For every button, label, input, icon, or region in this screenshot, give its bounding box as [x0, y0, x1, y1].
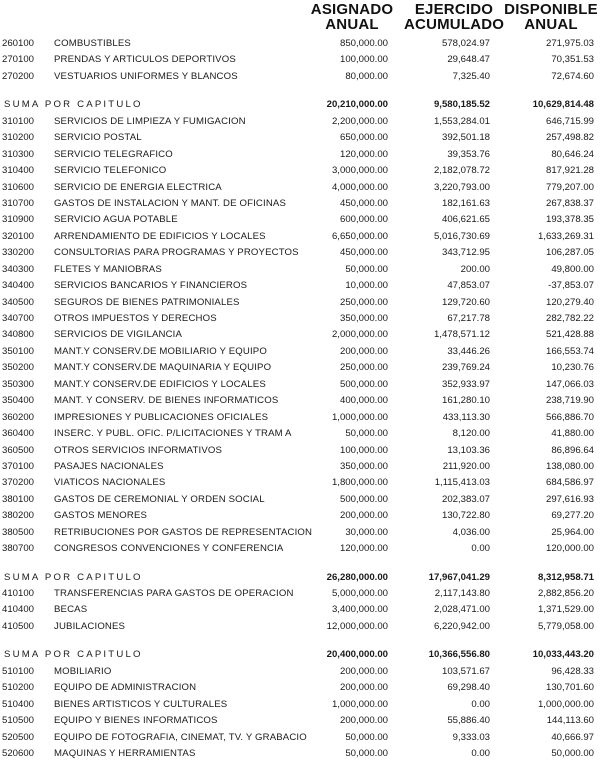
- account-description: MOBILIARIO: [54, 665, 112, 677]
- table-row: [0, 410, 600, 426]
- ejercido-value: 55,886.40: [447, 715, 490, 727]
- account-code: 340400: [2, 280, 35, 292]
- asignado-value: 6,650,000.00: [331, 230, 388, 242]
- account-description: SERVICIO POSTAL: [54, 132, 142, 144]
- asignado-value: 200,000.00: [339, 682, 388, 694]
- disponible-value: 130,701.60: [545, 682, 594, 694]
- account-description: SERVICIOS DE LIMPIEZA Y FUMIGACION: [54, 115, 246, 127]
- table-row: [0, 69, 600, 85]
- ejercido-value: 33,446.26: [447, 345, 490, 357]
- asignado-value: 200,000.00: [339, 665, 388, 677]
- account-code: 310600: [2, 181, 35, 193]
- table-row: [0, 680, 600, 696]
- ejercido-value: 0.00: [471, 698, 490, 710]
- disponible-value: 120,279.40: [545, 296, 594, 308]
- header-disponible-line1: DISPONIBLE: [504, 1, 598, 18]
- disponible-value: 96,428.33: [551, 665, 594, 677]
- ejercido-value: 129,720.60: [441, 296, 490, 308]
- account-code: 350300: [2, 378, 35, 390]
- asignado-value: 450,000.00: [339, 247, 388, 259]
- chapter-total-row: [0, 647, 600, 663]
- table-row: [0, 212, 600, 228]
- account-description: SERVICIO TELEFONICO: [54, 165, 167, 177]
- header-ejercido: [404, 2, 504, 32]
- ejercido-value: 3,220,793.00: [433, 181, 490, 193]
- ejercido-value: 578,024.97: [441, 38, 490, 49]
- account-code: 340300: [2, 263, 35, 275]
- account-code: 310400: [2, 165, 35, 177]
- account-description: GASTOS MENORES: [54, 510, 148, 522]
- asignado-value: 200,000.00: [339, 715, 388, 727]
- disponible-value: 69,277.20: [551, 510, 594, 522]
- disponible-value: 41,880.00: [551, 428, 594, 440]
- asignado-value: 450,000.00: [339, 197, 388, 209]
- account-description: MANT.Y CONSERV.DE MOBILIARIO Y EQUIPO: [54, 345, 267, 357]
- asignado-value: 400,000.00: [339, 395, 388, 407]
- account-code: 520500: [2, 731, 35, 743]
- account-code: 270200: [2, 70, 35, 82]
- disponible-value: 566,886.70: [545, 411, 594, 423]
- asignado-value: 4,000,000.00: [331, 181, 388, 193]
- account-description: OTROS SERVICIOS INFORMATIVOS: [54, 444, 223, 456]
- account-description: JUBILACIONES: [54, 620, 126, 632]
- table-row: [0, 746, 600, 762]
- disponible-value: 297,616.93: [545, 493, 594, 505]
- table-row: [0, 426, 600, 442]
- table-row: [0, 52, 600, 68]
- account-code: 310100: [2, 115, 35, 127]
- ejercido-value: 211,920.00: [442, 460, 490, 472]
- table-row: [0, 311, 600, 327]
- account-code: 410400: [2, 604, 35, 616]
- account-code: 340800: [2, 329, 35, 341]
- disponible-value: 147,066.03: [545, 378, 594, 390]
- table-row: [0, 180, 600, 196]
- ejercido-value: 182,161.63: [441, 197, 490, 209]
- account-description: CONGRESOS CONVENCIONES Y CONFERENCIA: [54, 543, 284, 555]
- ejercido-value: 9,333.03: [452, 731, 490, 743]
- header-asignado-line1: ASIGNADO: [310, 1, 394, 18]
- asignado-value: 1,000,000.00: [331, 411, 388, 423]
- account-code: 310900: [2, 214, 35, 226]
- account-description: MAQUINAS Y HERRAMIENTAS: [54, 747, 196, 759]
- account-code: 310700: [2, 197, 35, 209]
- account-code: 350100: [2, 345, 35, 357]
- table-row: [0, 730, 600, 746]
- asignado-value: 250,000.00: [339, 296, 388, 308]
- table-row: [0, 541, 600, 557]
- row-spacer: [0, 558, 600, 570]
- ejercido-value: 1,478,571.12: [433, 329, 490, 341]
- account-code: 350400: [2, 395, 35, 407]
- disponible-value: 80,646.24: [551, 148, 594, 160]
- asignado-value: 10,000.00: [345, 280, 388, 292]
- disponible-value: 238,719.90: [545, 395, 594, 407]
- header-asignado: [300, 2, 404, 32]
- asignado-value: 3,000,000.00: [331, 165, 388, 177]
- header-disponible-line2: ANUAL: [524, 16, 578, 33]
- account-code: 380700: [2, 543, 35, 555]
- account-description: SEGUROS DE BIENES PATRIMONIALES: [54, 296, 240, 308]
- ejercido-value: 130,722.80: [441, 510, 490, 522]
- ejercido-value: 4,036.00: [452, 526, 490, 538]
- account-description: CONSULTORIAS PARA PROGRAMAS Y PROYECTOS: [54, 247, 299, 259]
- disponible-value: 70,351.53: [551, 54, 594, 66]
- table-row: [0, 619, 600, 635]
- asignado-value: 350,000.00: [339, 313, 388, 324]
- header-ejercido-line1: EJERCIDO: [414, 1, 494, 18]
- ejercido-value: 103,571.67: [441, 665, 490, 677]
- asignado-value: 650,000.00: [339, 132, 388, 144]
- asignado-value: 26,280,000.00: [326, 571, 388, 583]
- asignado-value: 500,000.00: [339, 493, 388, 505]
- table-row: [0, 525, 600, 541]
- table-row: [0, 245, 600, 261]
- ejercido-value: 0.00: [471, 543, 490, 555]
- table-row: [0, 586, 600, 602]
- asignado-value: 50,000.00: [345, 731, 388, 743]
- asignado-value: 600,000.00: [339, 214, 388, 226]
- table-row: [0, 196, 600, 212]
- disponible-value: 8,312,958.71: [537, 571, 594, 583]
- row-spacer: [0, 85, 600, 97]
- asignado-value: 850,000.00: [339, 38, 388, 49]
- table-row: [0, 459, 600, 475]
- column-headers: [0, 2, 600, 36]
- account-code: 350200: [2, 362, 35, 374]
- ejercido-value: 13,103.36: [447, 444, 490, 456]
- table-row: [0, 443, 600, 459]
- account-code: 360400: [2, 428, 35, 440]
- chapter-total-row: [0, 97, 600, 113]
- table-row: [0, 229, 600, 245]
- account-description: MANT.Y CONSERV.DE EDIFICIOS Y LOCALES: [54, 378, 266, 390]
- account-code: 370100: [2, 460, 35, 472]
- table-row: [0, 327, 600, 343]
- asignado-value: 50,000.00: [345, 263, 388, 275]
- disponible-value: 684,586.97: [545, 477, 594, 489]
- account-code: 510100: [2, 665, 35, 677]
- disponible-value: 1,371,529.00: [537, 604, 594, 616]
- account-description: BIENES ARTISTICOS Y CULTURALES: [54, 698, 228, 710]
- account-description: BECAS: [54, 604, 88, 616]
- account-code: 260100: [2, 38, 35, 49]
- account-code: 360200: [2, 411, 35, 423]
- disponible-value: 40,666.97: [551, 731, 594, 743]
- ejercido-value: 17,967,041.29: [428, 571, 490, 583]
- ejercido-value: 352,933.97: [441, 378, 490, 390]
- asignado-value: 2,200,000.00: [331, 115, 388, 127]
- account-description: SUMA POR CAPITULO: [4, 649, 143, 661]
- asignado-value: 5,000,000.00: [331, 588, 388, 599]
- account-description: SERVICIO DE ENERGIA ELECTRICA: [54, 181, 222, 193]
- asignado-value: 120,000.00: [339, 543, 388, 555]
- account-description: IMPRESIONES Y PUBLICACIONES OFICIALES: [54, 411, 269, 423]
- table-row: [0, 278, 600, 294]
- asignado-value: 3,400,000.00: [331, 604, 388, 616]
- ejercido-value: 0.00: [471, 747, 490, 759]
- header-disponible: [502, 2, 600, 32]
- account-description: EQUIPO Y BIENES INFORMATICOS: [54, 715, 218, 727]
- asignado-value: 200,000.00: [339, 510, 388, 522]
- disponible-value: 10,629,814.48: [532, 99, 594, 111]
- ejercido-value: 2,117,143.80: [434, 588, 490, 599]
- account-code: 310300: [2, 148, 35, 160]
- table-row: [0, 393, 600, 409]
- asignado-value: 1,800,000.00: [331, 477, 388, 489]
- account-description: SUMA POR CAPITULO: [4, 571, 143, 583]
- table-row: [0, 508, 600, 524]
- ejercido-value: 2,182,078.72: [433, 165, 490, 177]
- table-row: [0, 475, 600, 491]
- header-ejercido-line2: ACUMULADO: [404, 16, 505, 33]
- ejercido-value: 239,769.24: [441, 362, 490, 374]
- account-description: PASAJES NACIONALES: [54, 460, 164, 472]
- ejercido-value: 433,113.30: [442, 411, 490, 423]
- account-code: 410100: [2, 588, 35, 599]
- ejercido-value: 202,383.07: [441, 493, 490, 505]
- ejercido-value: 69,298.40: [447, 682, 490, 694]
- account-code: 320100: [2, 230, 35, 242]
- account-code: 380200: [2, 510, 35, 522]
- account-description: RETRIBUCIONES POR GASTOS DE REPRESENTACION: [54, 526, 313, 538]
- disponible-value: 779,207.00: [545, 181, 594, 193]
- account-description: OTROS IMPUESTOS Y DERECHOS: [54, 313, 217, 324]
- account-description: MANT.Y CONSERV.DE MAQUINARIA Y EQUIPO: [54, 362, 272, 374]
- ejercido-value: 29,648.47: [447, 54, 490, 66]
- disponible-value: 10,033,443.20: [532, 649, 594, 661]
- disponible-value: 10,230.76: [551, 362, 594, 374]
- asignado-value: 30,000.00: [345, 526, 388, 538]
- disponible-value: 193,378.35: [545, 214, 594, 226]
- account-description: SERVICIOS BANCARIOS Y FINANCIEROS: [54, 280, 248, 292]
- ejercido-value: 39,353.76: [447, 148, 490, 160]
- account-code: 510200: [2, 682, 35, 694]
- table-row: [0, 163, 600, 179]
- ejercido-value: 343,712.95: [441, 247, 490, 259]
- account-description: VESTUARIOS UNIFORMES Y BLANCOS: [54, 70, 238, 82]
- asignado-value: 250,000.00: [339, 362, 388, 374]
- ejercido-value: 10,366,556.80: [428, 649, 490, 661]
- table-row: [0, 664, 600, 680]
- asignado-value: 350,000.00: [339, 460, 388, 472]
- table-row: [0, 360, 600, 376]
- disponible-value: 2,882,856.20: [537, 588, 594, 599]
- asignado-value: 1,000,000.00: [331, 698, 388, 710]
- row-spacer: [0, 635, 600, 647]
- account-description: EQUIPO DE ADMINISTRACION: [54, 682, 197, 694]
- account-description: ARRENDAMIENTO DE EDIFICIOS Y LOCALES: [54, 230, 266, 242]
- account-code: 360500: [2, 444, 35, 456]
- table-row: [0, 147, 600, 163]
- table-row: [0, 492, 600, 508]
- disponible-value: 166,553.74: [545, 345, 594, 357]
- asignado-value: 2,000,000.00: [331, 329, 388, 341]
- budget-table: [0, 36, 600, 762]
- ejercido-value: 406,621.65: [441, 214, 490, 226]
- account-code: 510500: [2, 715, 35, 727]
- asignado-value: 50,000.00: [345, 747, 388, 759]
- table-row: [0, 295, 600, 311]
- table-row: [0, 377, 600, 393]
- table-row: [0, 114, 600, 130]
- account-description: TRANSFERENCIAS PARA GASTOS DE OPERACION: [54, 588, 294, 599]
- account-description: FLETES Y MANIOBRAS: [54, 263, 162, 275]
- disponible-value: 50,000.00: [551, 747, 594, 759]
- account-code: 310200: [2, 132, 35, 144]
- disponible-value: 282,782.22: [545, 313, 594, 324]
- table-row: [0, 344, 600, 360]
- disponible-value: 521,428.88: [545, 329, 594, 341]
- asignado-value: 20,400,000.00: [326, 649, 388, 661]
- disponible-value: 86,896.64: [551, 444, 594, 456]
- disponible-value: 271,975.03: [545, 38, 594, 49]
- account-code: 520600: [2, 747, 35, 759]
- ejercido-value: 161,280.10: [441, 395, 490, 407]
- disponible-value: 25,964.00: [551, 526, 594, 538]
- ejercido-value: 5,016,730.69: [433, 230, 490, 242]
- asignado-value: 50,000.00: [345, 428, 388, 440]
- disponible-value: 817,921.28: [545, 165, 594, 177]
- account-description: SERVICIO TELEGRAFICO: [54, 148, 173, 160]
- disponible-value: 120,000.00: [545, 543, 594, 555]
- account-description: INSERC. Y PUBL. OFIC. P/LICITACIONES Y TRAM A: [54, 428, 292, 440]
- account-code: 380500: [2, 526, 35, 538]
- disponible-value: 106,287.05: [545, 247, 594, 259]
- disponible-value: 1,000,000.00: [537, 698, 594, 710]
- asignado-value: 80,000.00: [345, 70, 388, 82]
- account-code: 340700: [2, 313, 35, 324]
- ejercido-value: 2,028,471.00: [433, 604, 490, 616]
- ejercido-value: 1,115,413.03: [434, 477, 490, 489]
- account-code: 340500: [2, 296, 35, 308]
- account-description: MANT. Y CONSERV. DE BIENES INFORMATICOS: [54, 395, 279, 407]
- ejercido-value: 200.00: [460, 263, 490, 275]
- account-description: COMBUSTIBLES: [54, 38, 131, 49]
- asignado-value: 12,000,000.00: [326, 620, 388, 632]
- ejercido-value: 9,580,185.52: [433, 99, 490, 111]
- account-code: 510400: [2, 698, 35, 710]
- account-description: GASTOS DE INSTALACION Y MANT. DE OFICINAS: [54, 197, 287, 209]
- account-code: 380100: [2, 493, 35, 505]
- ejercido-value: 8,120.00: [452, 428, 490, 440]
- table-row: [0, 713, 600, 729]
- account-code: 410500: [2, 620, 35, 632]
- disponible-value: 1,633,269.31: [537, 230, 594, 242]
- account-description: PRENDAS Y ARTICULOS DEPORTIVOS: [54, 54, 236, 66]
- ejercido-value: 1,553,284.01: [433, 115, 490, 127]
- ejercido-value: 6,220,942.00: [433, 620, 490, 632]
- disponible-value: 5,779,058.00: [537, 620, 594, 632]
- disponible-value: 49,800.00: [551, 263, 594, 275]
- asignado-value: 100,000.00: [339, 444, 388, 456]
- asignado-value: 500,000.00: [339, 378, 388, 390]
- account-description: SERVICIO AGUA POTABLE: [54, 214, 178, 226]
- account-description: EQUIPO DE FOTOGRAFIA, CINEMAT, TV. Y GRABACIO: [54, 731, 307, 743]
- table-row: [0, 697, 600, 713]
- asignado-value: 200,000.00: [339, 345, 388, 357]
- account-description: VIATICOS NACIONALES: [54, 477, 166, 489]
- account-description: GASTOS DE CEREMONIAL Y ORDEN SOCIAL: [54, 493, 265, 505]
- disponible-value: -37,853.07: [548, 280, 594, 292]
- chapter-total-row: [0, 570, 600, 586]
- account-description: SERVICIOS DE VIGILANCIA: [54, 329, 183, 341]
- table-row: [0, 262, 600, 278]
- ejercido-value: 392,501.18: [441, 132, 490, 144]
- asignado-value: 20,210,000.00: [326, 99, 388, 111]
- table-row: [0, 36, 600, 52]
- header-asignado-line2: ANUAL: [325, 16, 379, 33]
- account-code: 270100: [2, 54, 35, 66]
- disponible-value: 257,498.82: [545, 132, 594, 144]
- ejercido-value: 47,853.07: [447, 280, 490, 292]
- disponible-value: 144,113.60: [546, 715, 594, 727]
- ejercido-value: 7,325.40: [452, 70, 490, 82]
- account-description: SUMA POR CAPITULO: [4, 99, 143, 111]
- asignado-value: 120,000.00: [339, 148, 388, 160]
- disponible-value: 72,674.60: [551, 70, 594, 82]
- table-row: [0, 602, 600, 618]
- disponible-value: 646,715.99: [545, 115, 594, 127]
- disponible-value: 138,080.00: [545, 460, 594, 472]
- asignado-value: 100,000.00: [339, 54, 388, 66]
- account-code: 370200: [2, 477, 35, 489]
- ejercido-value: 67,217.78: [447, 313, 490, 324]
- account-code: 330200: [2, 247, 35, 259]
- table-row: [0, 130, 600, 146]
- disponible-value: 267,838.37: [545, 197, 594, 209]
